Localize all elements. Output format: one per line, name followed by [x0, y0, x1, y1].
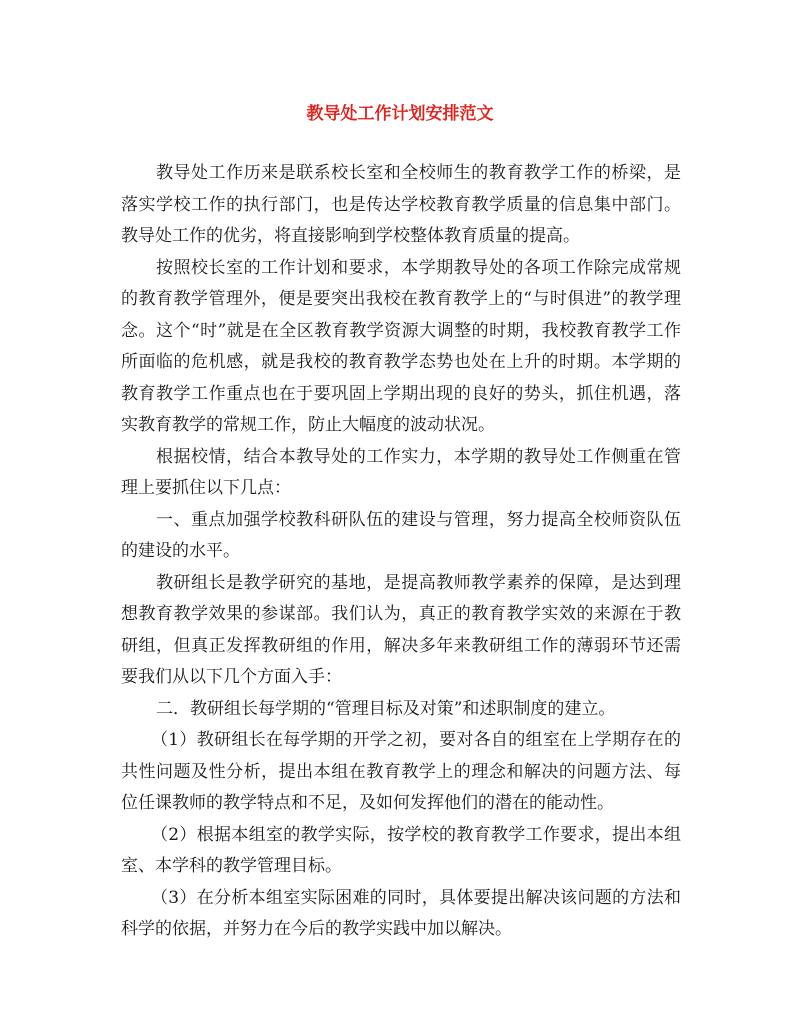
paragraph-plan: 按照校长室的工作计划和要求，本学期教导处的各项工作除完成常规的教育教学管理外，便是要突出我校在教育教学上的“与时俱进”的教学理念。这个“时”就是在全区教育教学资源大调整的时期，我校教育教学工作所面临的危机感，就是我校的教育教学态势也处在上升的时期。本学期的教育教学工作重点也在于要巩固上学期出现的良好的势头，抓住机遇，落实教育教学的常规工作，防止大幅度的波动状况。: [121, 257, 681, 435]
paragraph-point-one: 一、重点加强学校教科研队伍的建设与管理，努力提高全校师资队伍的建设的水平。: [121, 509, 681, 561]
paragraph-item-1: （1）教研组长在每学期的开学之初，要对各自的组室在上学期存在的共性问题及性分析，提出本组在教育教学上的理念和解决的问题方法、每位任课教师的教学特点和不足，及如何发挥他们的潜在的能动性。: [121, 730, 681, 813]
paragraph-point-two: 二．教研组长每学期的“管理目标及对策”和述职制度的建立。: [156, 698, 616, 719]
paragraph-focus: 根据校情，结合本教导处的工作实力，本学期的教导处工作侧重在管理上要抓住以下几点：: [121, 446, 681, 498]
paragraph-teaching-group: 教研组长是教学研究的基地，是提高教师教学素养的保障，是达到理想教育教学效果的参谋部。我们认为，真正的教育教学实效的来源在于教研组，但真正发挥教研组的作用，解决多年来教研组工作的薄弱环节还需要我们从以下几个方面入手：: [121, 572, 681, 687]
paragraph-intro: 教导处工作历来是联系校长室和全校师生的教育教学工作的桥梁，是落实学校工作的执行部门，也是传达学校教育教学质量的信息集中部门。教导处工作的优劣，将直接影响到学校整体教育质量的提高。: [121, 163, 681, 246]
document-body: [121, 158, 681, 946]
document-title: 教导处工作计划安排范文: [306, 104, 494, 124]
paragraph-item-3: （3）在分析本组室实际困难的同时，具体要提出解决该问题的方法和科学的依据，并努力在今后的教学实践中加以解决。: [121, 887, 681, 939]
paragraph-item-2: （2）根据本组室的教学实际，按学校的教育教学工作要求，提出本组室、本学科的教学管理目标。: [121, 824, 681, 876]
